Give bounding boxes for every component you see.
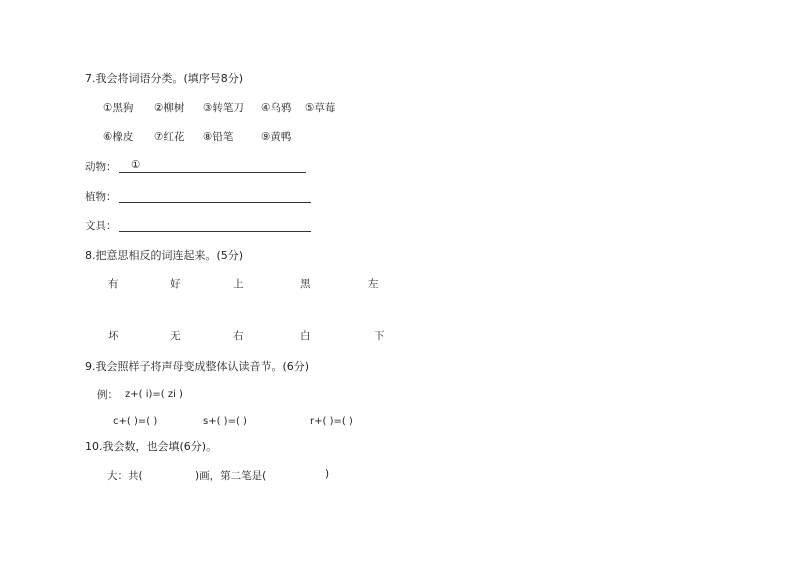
q7-word-4: ④乌鸦: [261, 102, 292, 114]
q8-bottom-word-1[interactable]: 坏: [108, 330, 119, 342]
q8-bottom-word-4[interactable]: 白: [300, 330, 311, 342]
answer-label-stationery: 文具：: [85, 220, 117, 232]
answer-line-plant[interactable]: [119, 202, 311, 203]
q8-top-word-5[interactable]: 左: [368, 278, 379, 290]
q7-word-5: ⑤草莓: [305, 102, 336, 114]
answer-line-animal[interactable]: [119, 172, 306, 173]
q9-item-c[interactable]: c+( )=( ): [113, 416, 158, 427]
q8-bottom-word-2[interactable]: 无: [170, 330, 181, 342]
answer-label-plant: 植物：: [85, 191, 117, 203]
q8-bottom-word-3[interactable]: 右: [233, 330, 244, 342]
q10-prompt-prefix: 大：共(: [107, 470, 143, 482]
q10-prompt-mid: )画，第二笔是(: [195, 470, 267, 482]
q7-word-3: ③转笔刀: [203, 102, 244, 114]
q8-top-word-2[interactable]: 好: [170, 278, 181, 290]
q8-bottom-word-5[interactable]: 下: [374, 330, 385, 342]
answer-line-stationery[interactable]: [119, 231, 311, 232]
q7-word-8: ⑧铅笔: [203, 131, 234, 143]
q8-top-word-1[interactable]: 有: [108, 278, 119, 290]
q7-word-2: ②柳树: [154, 102, 185, 114]
q9-example-label: 例：: [97, 389, 118, 401]
q7-word-1: ①黑狗: [103, 102, 134, 114]
q9-item-r[interactable]: r+( )=( ): [310, 416, 353, 427]
q10-prompt-suffix: ): [325, 468, 330, 480]
q8-top-word-4[interactable]: 黑: [300, 278, 311, 290]
q9-title: 9.我会照样子将声母变成整体认读音节。(6分): [85, 360, 310, 373]
q7-title: 7.我会将词语分类。(填序号8分): [85, 72, 244, 85]
answer-label-animal: 动物：: [85, 161, 117, 173]
answer-value-animal: ①: [131, 159, 141, 171]
q10-title: 10.我会数，也会填(6分)。: [85, 440, 218, 453]
q7-word-9: ⑨黄鸭: [261, 131, 292, 143]
q9-item-s[interactable]: s+( )=( ): [203, 416, 247, 427]
q8-top-word-3[interactable]: 上: [233, 278, 244, 290]
q7-word-7: ⑦红花: [154, 131, 185, 143]
q8-title: 8.把意思相反的词连起来。(5分): [85, 249, 244, 262]
q9-example: z+( i)=( zi ): [125, 389, 183, 400]
q7-word-6: ⑥橡皮: [103, 131, 134, 143]
